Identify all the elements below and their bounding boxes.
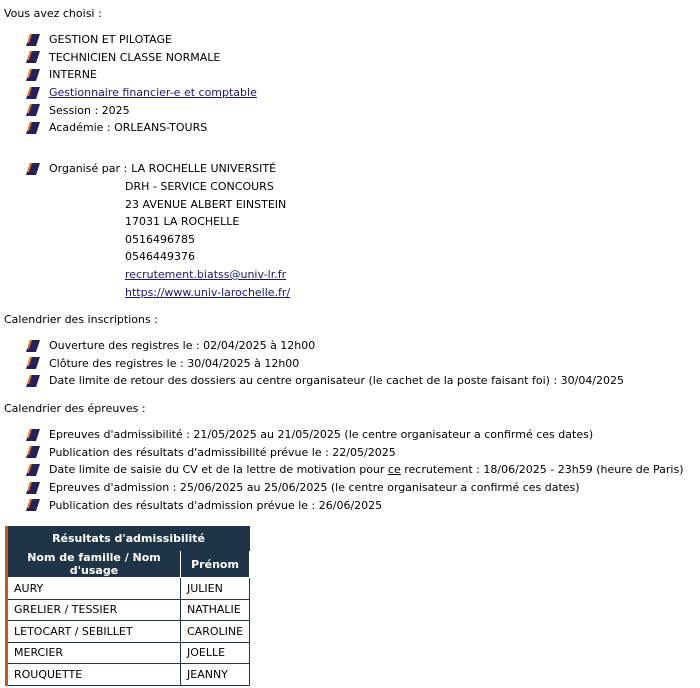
cell-firstname: NATHALIE (181, 599, 250, 621)
epreuve-text: Publication des résultats d'admission prévue le : 26/06/2025 (49, 498, 383, 512)
epreuve-text: Publication des résultats d'admissibilité prévue le : 22/05/2025 (49, 445, 396, 459)
inscriptions-title: Calendrier des inscriptions : (4, 313, 158, 326)
bullet-icon (26, 69, 40, 81)
address-line: 17031 LA ROCHELLE (125, 215, 240, 229)
organizer-address (125, 178, 290, 301)
inscriptions-list (26, 337, 624, 390)
cell-name: LETOCART / SEBILLET (7, 621, 181, 643)
list-item (26, 426, 683, 444)
cell-firstname: JEANNY (181, 664, 250, 686)
column-header-firstname: Prénom (181, 551, 250, 578)
choices-list (26, 31, 257, 137)
choice-text: Session : 2025 (49, 103, 130, 117)
bullet-icon (26, 375, 40, 387)
bullet-icon (26, 51, 40, 63)
bullet-icon (26, 357, 40, 369)
cell-firstname: JULIEN (181, 578, 250, 600)
epreuves-title: Calendrier des épreuves : (4, 402, 146, 415)
list-item (26, 84, 257, 102)
choice-text: GESTION ET PILOTAGE (49, 33, 172, 47)
website-link[interactable]: https://www.univ-larochelle.fr/ (125, 285, 291, 299)
cell-firstname: CAROLINE (181, 621, 250, 643)
list-item (26, 461, 683, 479)
choice-text: TECHNICIEN CLASSE NORMALE (49, 50, 221, 64)
epreuve-text: Epreuves d'admission : 25/06/2025 au 25/06/2025 (le centre organisateur a confirmé ces dates) (49, 481, 580, 495)
choice-text: Académie : ORLEANS-TOURS (49, 121, 208, 135)
table-row (7, 642, 250, 664)
underlined-word: ce (387, 463, 401, 477)
table-row (7, 599, 250, 621)
results-table (5, 526, 250, 686)
cell-firstname: JOELLE (181, 642, 250, 664)
cell-name: GRELIER / TESSIER (7, 599, 181, 621)
bullet-icon (26, 104, 40, 116)
list-item (26, 101, 257, 119)
epreuve-text: recrutement : 18/06/2025 - 23h59 (heure de Paris) (400, 463, 684, 477)
list-item (26, 31, 257, 49)
bullet-icon (26, 429, 40, 441)
bullet-icon (26, 87, 40, 99)
list-item (26, 444, 683, 462)
job-link[interactable]: Gestionnaire financier-e et comptable (49, 86, 257, 100)
organizer-label: Organisé par : (49, 162, 128, 175)
bullet-icon (26, 499, 40, 511)
list-item (26, 355, 624, 373)
phone-line: 0546449376 (125, 250, 195, 264)
organizer-block (26, 160, 276, 177)
list-item (26, 496, 683, 514)
choice-text: INTERNE (49, 68, 97, 82)
table-row (7, 578, 250, 600)
inscription-text: Date limite de retour des dossiers au centre organisateur (le cachet de la poste faisant foi) : 30/04/2025 (49, 374, 625, 388)
epreuve-text: Epreuves d'admissibilité : 21/05/2025 au 21/05/2025 (le centre organisateur a confirmé ces dates) (49, 428, 594, 442)
bullet-icon (26, 122, 40, 134)
epreuves-list (26, 426, 683, 514)
column-header-name: Nom de famille / Nom d'usage (7, 551, 181, 578)
address-line: 23 AVENUE ALBERT EINSTEIN (125, 197, 287, 211)
cell-name: MERCIER (7, 642, 181, 664)
bullet-icon (26, 464, 40, 476)
bullet-icon (26, 482, 40, 494)
list-item (26, 372, 624, 390)
inscription-text: Ouverture des registres le : 02/04/2025 à 12h00 (49, 339, 316, 353)
organizer-name: LA ROCHELLE UNIVERSITÉ (131, 162, 277, 175)
list-item (26, 337, 624, 355)
results-caption: Résultats d'admissibilité (7, 527, 250, 551)
intro-text: Vous avez choisi : (4, 7, 102, 20)
table-row (7, 664, 250, 686)
bullet-icon (26, 34, 40, 46)
list-item (26, 49, 257, 67)
list-item (26, 119, 257, 137)
address-line: DRH - SERVICE CONCOURS (125, 180, 274, 193)
epreuve-text: Date limite de saisie du CV et de la lettre de motivation pour (49, 463, 388, 477)
list-item (26, 479, 683, 497)
bullet-icon (26, 340, 40, 352)
bullet-icon (26, 446, 40, 458)
bullet-icon (26, 163, 40, 175)
inscription-text: Clôture des registres le : 30/04/2025 à 12h00 (49, 356, 300, 370)
cell-name: ROUQUETTE (7, 664, 181, 686)
email-link[interactable]: recrutement.biatss@univ-lr.fr (125, 267, 287, 281)
phone-line: 0516496785 (125, 232, 195, 246)
table-row (7, 621, 250, 643)
list-item (26, 66, 257, 84)
cell-name: AURY (7, 578, 181, 600)
